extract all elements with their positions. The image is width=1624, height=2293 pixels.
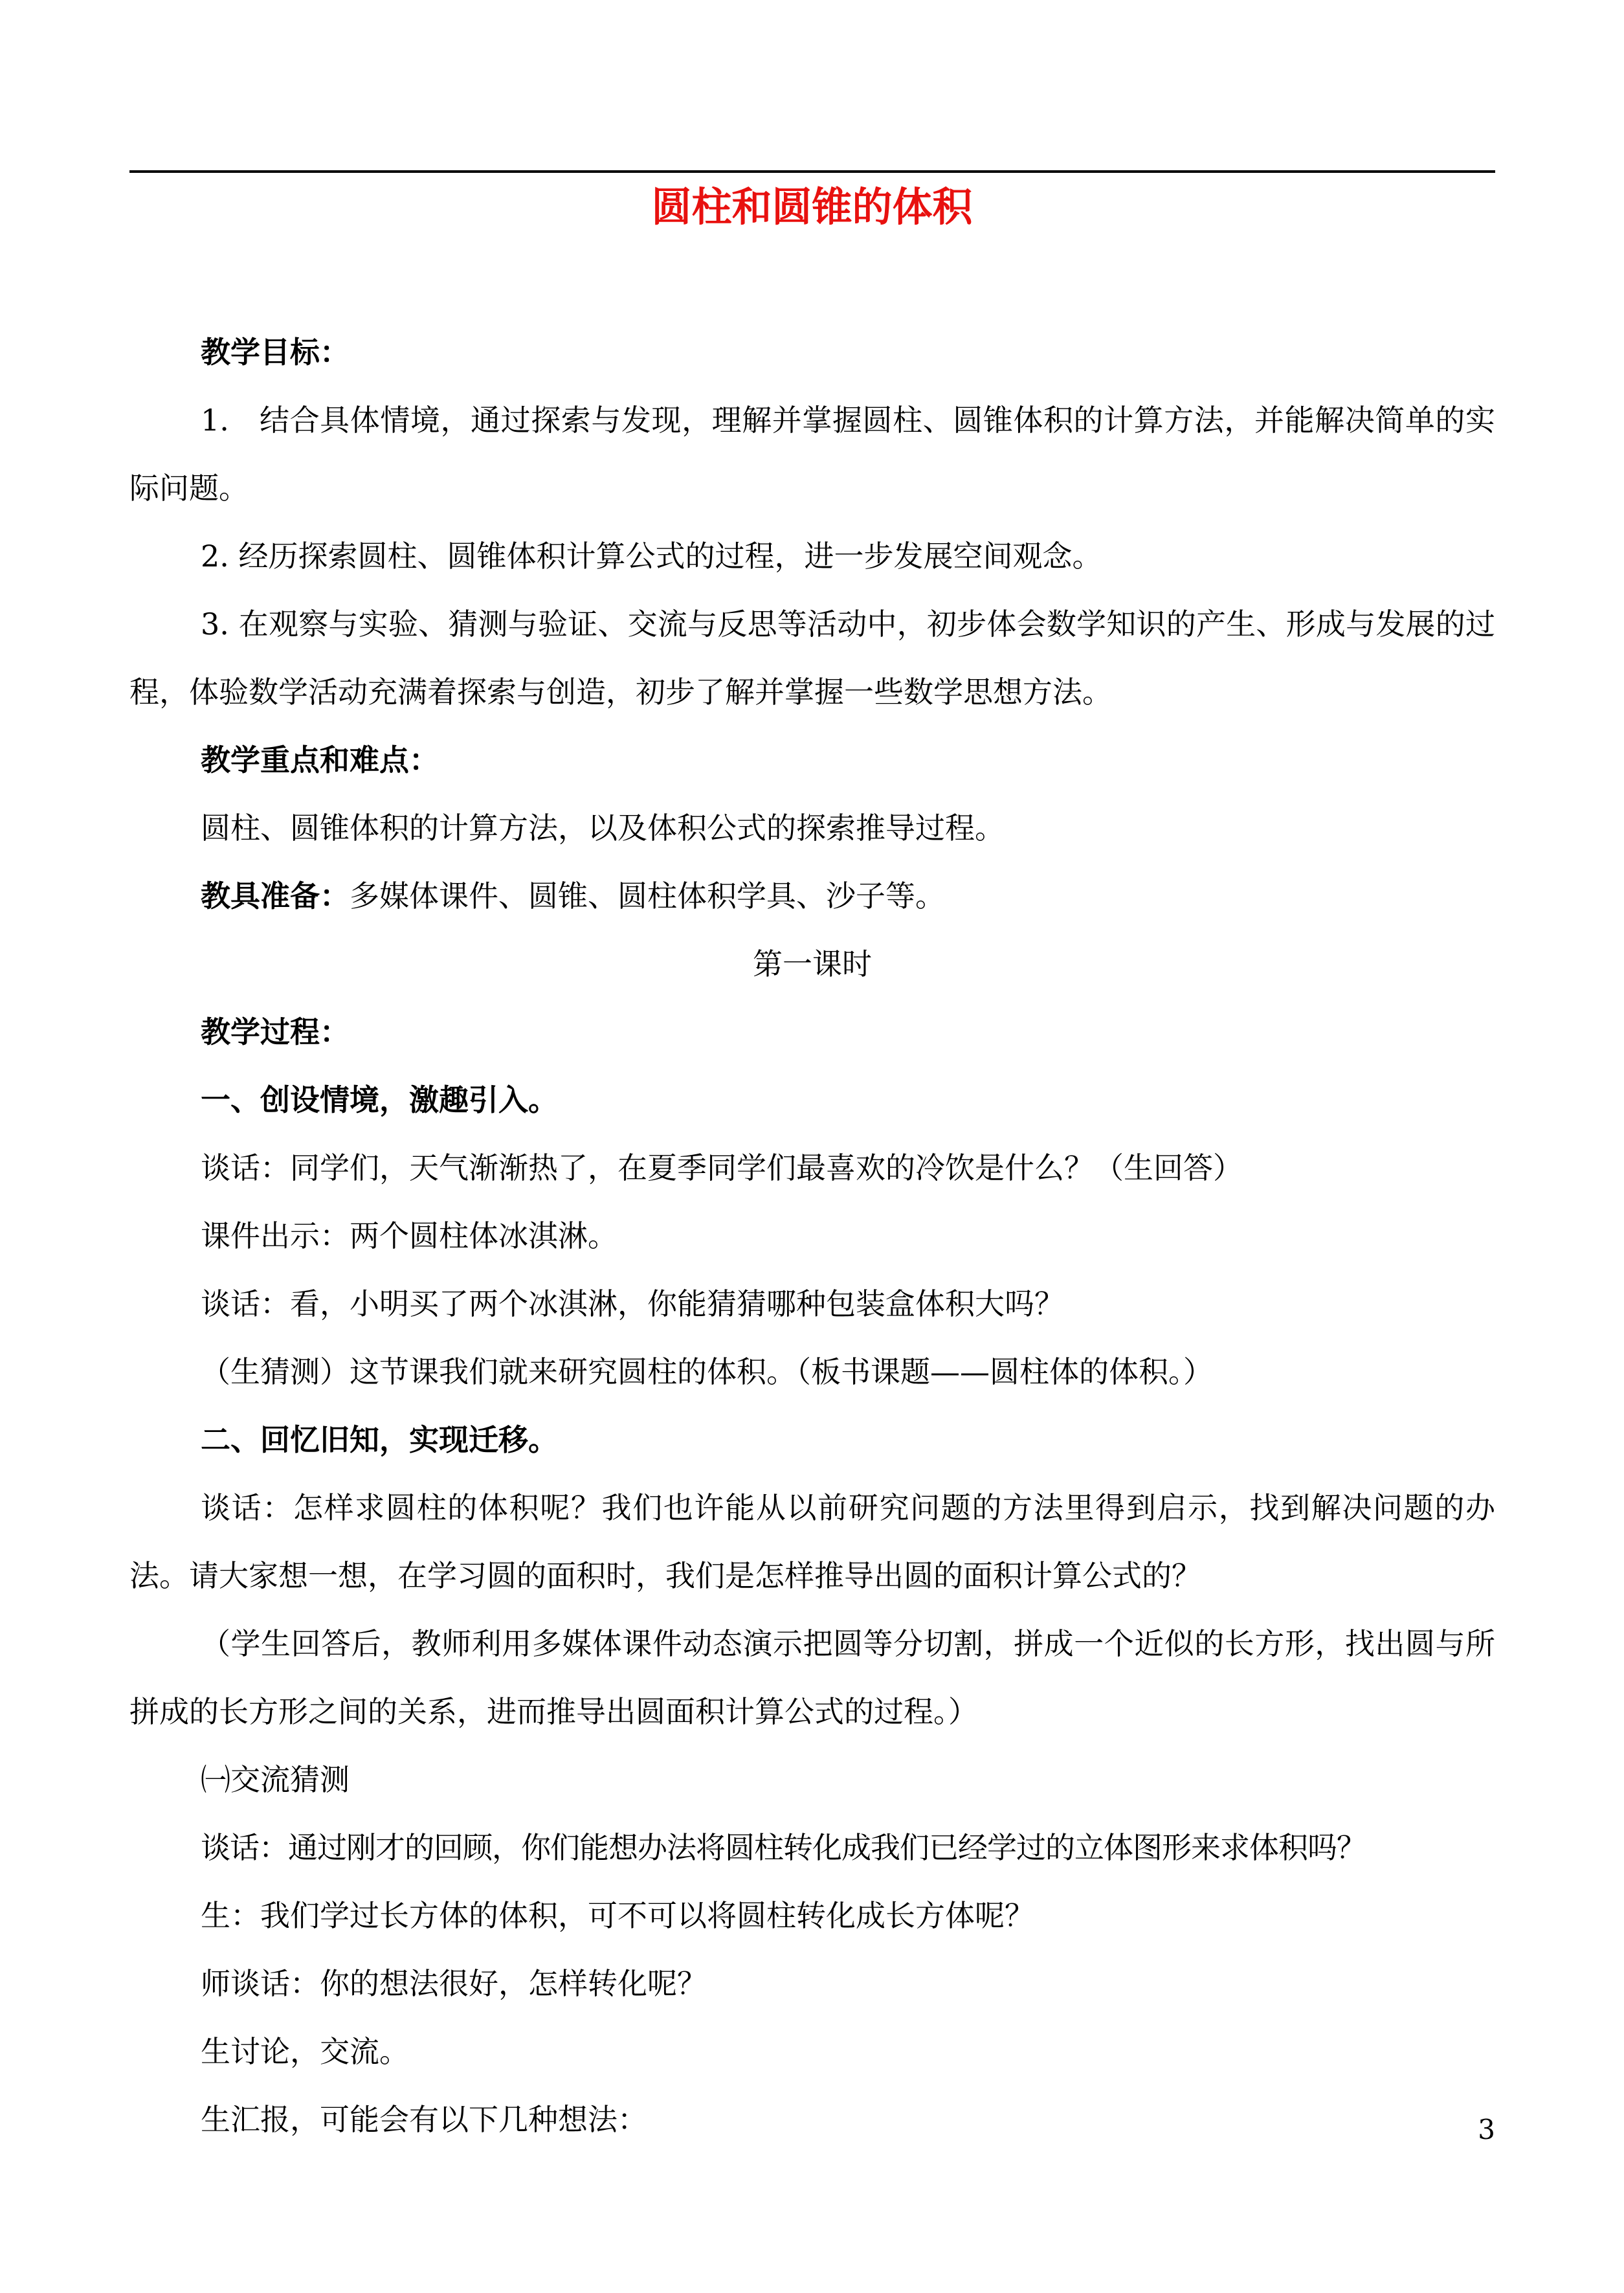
- heading-key-points: 教学重点和难点：: [201, 743, 439, 777]
- teaching-aids-text: 多媒体课件、圆锥、圆柱体积学具、沙子等。: [350, 878, 945, 913]
- section-heading-1: 一、创设情境，激趣引入。: [201, 1082, 558, 1117]
- teaching-aids-label: 教具准备：: [201, 878, 350, 913]
- objective-1: 1. 结合具体情境，通过探索与发现，理解并掌握圆柱、圆锥体积的计算方法，并能解决简单的实际问题。: [129, 403, 1495, 506]
- student-paragraph: 生：我们学过长方体的体积，可不可以将圆柱转化成长方体呢？: [201, 1898, 1034, 1933]
- guess-paragraph: （生猜测）这节课我们就来研究圆柱的体积。（板书课题——圆柱体的体积。）: [201, 1354, 1213, 1389]
- key-points-text: 圆柱、圆锥体积的计算方法，以及体积公式的探索推导过程。: [201, 811, 1005, 845]
- objective-3: 3. 在观察与实验、猜测与验证、交流与反思等活动中，初步体会数学知识的产生、形成与发展的过程，体验数学活动充满着探索与创造，初步了解并掌握一些数学思想方法。: [129, 607, 1495, 710]
- teacher-paragraph: 师谈话：你的想法很好，怎样转化呢？: [201, 1966, 707, 2001]
- student-paragraph: 生讨论，交流。: [201, 2034, 409, 2069]
- document-title: 圆柱和圆锥的体积: [651, 183, 973, 230]
- objective-2: 2. 经历探索圆柱、圆锥体积计算公式的过程，进一步发展空间观念。: [201, 539, 1102, 574]
- heading-teaching-objectives: 教学目标：: [201, 335, 350, 370]
- dialogue-paragraph: 谈话：同学们，天气渐渐热了，在夏季同学们最喜欢的冷饮是什么？（生回答）: [201, 1150, 1243, 1185]
- dialogue-paragraph: 谈话：看，小明买了两个冰淇淋，你能猜猜哪种包装盒体积大吗？: [201, 1286, 1064, 1321]
- page-number: 3: [1478, 2114, 1495, 2145]
- teaching-aids: [129, 862, 1495, 930]
- subsection-heading: ㈠交流猜测: [201, 1762, 350, 1797]
- heading-teaching-process: 教学过程：: [201, 1014, 350, 1049]
- header-rule: [129, 170, 1495, 173]
- document-body: [129, 319, 1495, 2154]
- student-paragraph: 生汇报，可能会有以下几种想法：: [201, 2102, 647, 2137]
- section-heading-2: 二、回忆旧知，实现迁移。: [201, 1422, 558, 1457]
- dialogue-paragraph: 谈话：怎样求圆柱的体积呢？我们也许能从以前研究问题的方法里得到启示，找到解决问题的办法。请大家想一想，在学习圆的面积时，我们是怎样推导出圆的面积计算公式的？: [129, 1490, 1495, 1593]
- dialogue-paragraph: 谈话：通过刚才的回顾，你们能想办法将圆柱转化成我们已经学过的立体图形来求体积吗？: [201, 1830, 1366, 1865]
- courseware-paragraph: 课件出示：两个圆柱体冰淇淋。: [201, 1218, 617, 1253]
- student-answer-paragraph: （学生回答后，教师利用多媒体课件动态演示把圆等分切割，拼成一个近似的长方形，找出圆与所拼成的长方形之间的关系，进而推导出圆面积计算公式的过程。）: [129, 1626, 1495, 1729]
- lesson-label: 第一课时: [753, 946, 872, 981]
